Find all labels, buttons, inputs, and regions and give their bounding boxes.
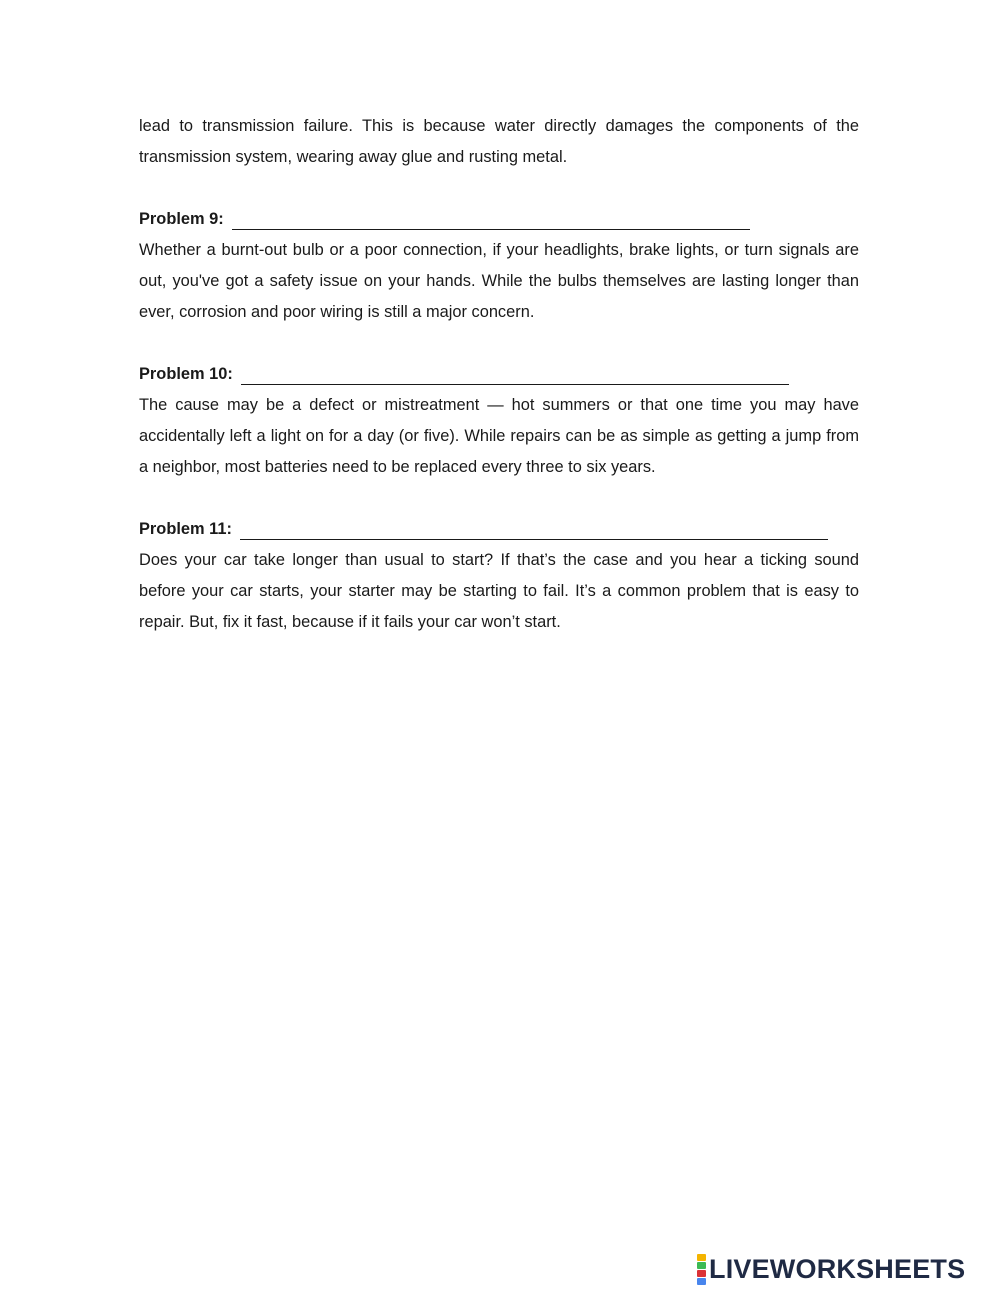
problem-11-description: Does your car take longer than usual to start? If that’s the case and you hear a ticking sound before your car starts, your starter may be starting to fail. It’s a common problem that is easy to repair. But, fix it fast, because if it fails your car won’t start. — [139, 551, 859, 631]
problem-10-answer-input[interactable] — [241, 366, 789, 385]
liveworksheets-logo — [697, 1254, 965, 1284]
problem-11-label: Problem 11: — [139, 520, 232, 538]
problem-9-description: Whether a burnt-out bulb or a poor connection, if your headlights, brake lights, or turn signals are out, you've got a safety issue on your hands. While the bulbs themselves are lasting longer than ever, corrosion and poor wiring is still a major concern. — [139, 241, 859, 321]
problem-11-answer-input[interactable] — [240, 521, 828, 540]
problem-10-label: Problem 10: — [139, 365, 233, 383]
problem-9-answer-input[interactable] — [232, 211, 750, 230]
problem-10-header — [139, 359, 859, 390]
worksheet-page — [139, 111, 859, 638]
intro-paragraph: lead to transmission failure. This is because water directly damages the components of the transmission system, wearing away glue and rusting metal. — [139, 117, 859, 166]
problem-10 — [139, 359, 859, 483]
logo-text: LIVEWORKSHEETS — [709, 1253, 966, 1284]
problem-9-label: Problem 9: — [139, 210, 224, 228]
problem-11 — [139, 514, 859, 638]
problem-9-header — [139, 204, 859, 235]
problem-9 — [139, 204, 859, 328]
problem-10-description: The cause may be a defect or mistreatment — hot summers or that one time you may have accidentally left a light on for a day (or five). While repairs can be as simple as getting a jump from a neighbor, most batteries need to be replaced every three to six years. — [139, 396, 859, 476]
problem-11-header — [139, 514, 859, 545]
logo-blocks-icon — [697, 1254, 706, 1285]
